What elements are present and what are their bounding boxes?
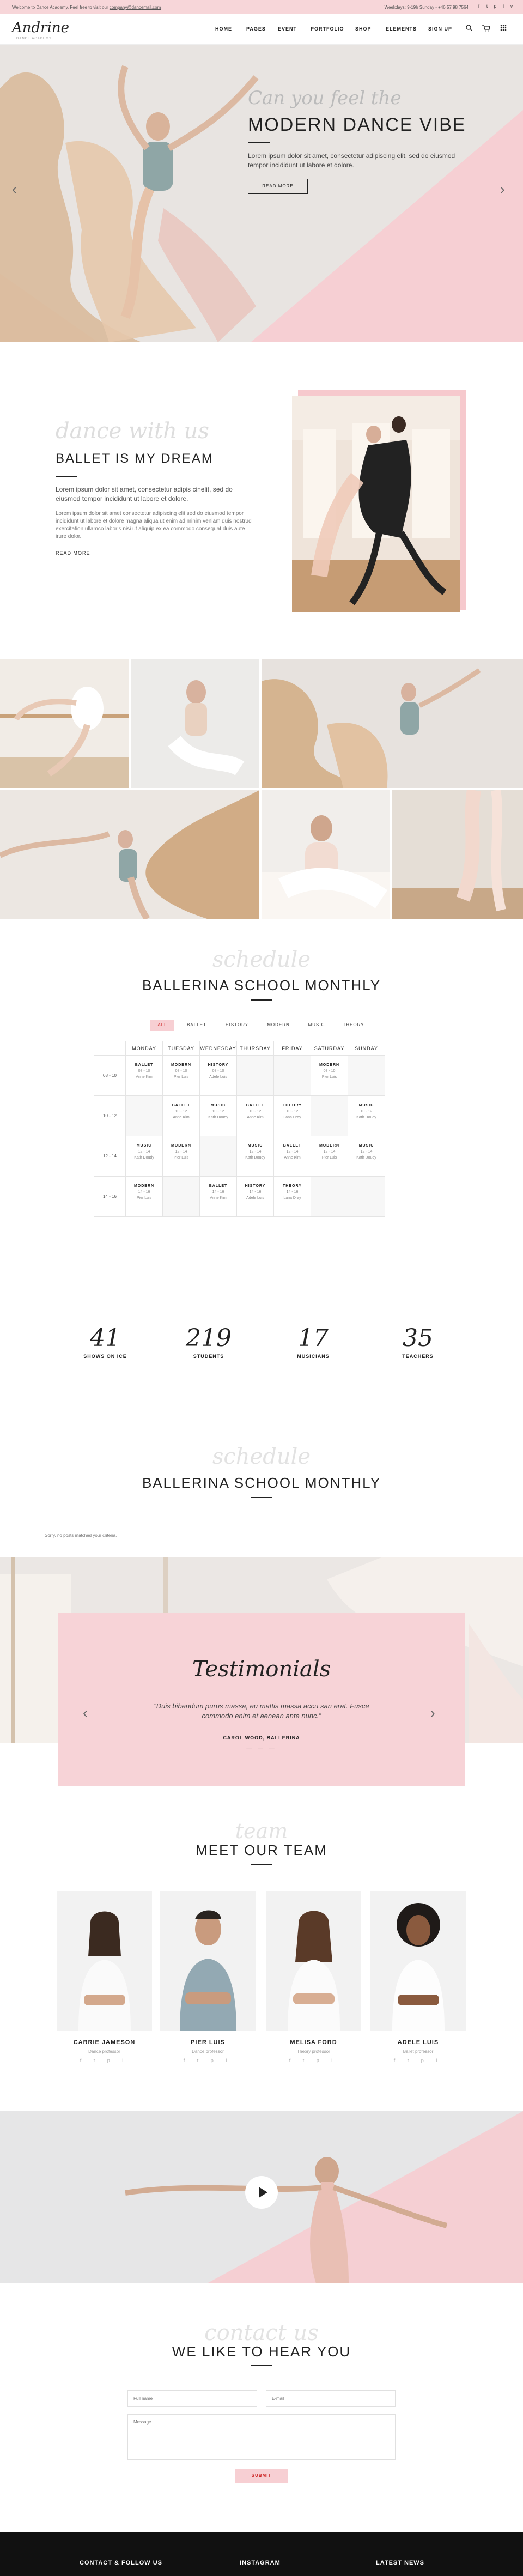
logo[interactable]: Andrine	[12, 20, 70, 36]
cart-icon[interactable]	[481, 24, 491, 34]
gallery-image-1[interactable]	[0, 659, 129, 788]
class-name: HISTORY	[245, 1184, 266, 1188]
gallery-image-4[interactable]	[0, 790, 259, 919]
gallery-image-2[interactable]	[131, 659, 259, 788]
testimonial-prev-arrow[interactable]: ‹	[83, 1705, 88, 1721]
team-member-role: Ballet professor	[403, 2049, 434, 2054]
schedule-cell[interactable]	[126, 1136, 163, 1177]
class-name: MODERN	[171, 1063, 192, 1067]
team-member-name: ADELE LUIS	[397, 2039, 439, 2046]
schedule-cell[interactable]	[311, 1056, 348, 1096]
schedule-cell[interactable]	[237, 1177, 274, 1217]
class-time: 08 - 10	[175, 1069, 187, 1073]
schedule-cell	[237, 1056, 274, 1096]
schedule-cell[interactable]	[200, 1177, 237, 1217]
hero-read-more-button[interactable]: READ MORE	[248, 179, 308, 194]
testimonial-quote: “Duis bibendum purus massa, eu mattis massa accu san erat. Fusce commodo enim et aenean ante nunc.”	[154, 1702, 369, 1720]
hero-text: Lorem ipsum dolor sit amet, consectetur adipiscing elit, sed do eiusmod tempor incididunt ut labore et dolore.	[248, 152, 455, 169]
class-teacher: Kath Doudy	[356, 1156, 376, 1160]
counter-musicians-value: 17	[298, 1324, 329, 1352]
hero-title: MODERN DANCE VIBE	[248, 114, 466, 135]
class-name: MODERN	[319, 1144, 340, 1148]
testimonial-next-arrow[interactable]: ›	[430, 1705, 435, 1721]
class-teacher: Kath Doudy	[356, 1116, 376, 1119]
class-name: THEORY	[283, 1104, 302, 1107]
dream-script-title: dance with us	[56, 419, 209, 444]
schedule-cell[interactable]	[274, 1177, 311, 1217]
class-teacher: Kath Doudy	[134, 1156, 154, 1160]
schedule-day-header: THURSDAY	[237, 1041, 274, 1056]
schedule-cell[interactable]	[163, 1056, 200, 1096]
schedule-cell	[126, 1096, 163, 1136]
topbar-welcome	[12, 5, 161, 10]
schedule-cell[interactable]	[163, 1136, 200, 1177]
schedule-cell[interactable]	[348, 1096, 385, 1136]
email-input[interactable]	[266, 2390, 396, 2407]
dream-small-text: Lorem ipsum dolor sit amet consectetur adipiscing elit sed do eiusmod tempor incididunt ut labore et dolore magna aliqua ut enim ad minim veniam quis nostrud exercitation ullamco laboris nisi ut aliquip ex ea commodo consequat duis aute irure dolor.	[56, 511, 252, 540]
filter-all[interactable]: ALL	[150, 1020, 174, 1031]
class-teacher: Pier Luis	[321, 1075, 337, 1079]
class-teacher: Anne Kim	[247, 1116, 264, 1119]
schedule-time-label: 12 - 14	[94, 1136, 126, 1177]
team-member-social[interactable]: f t p i	[183, 2058, 233, 2063]
contact-script-title: contact us	[204, 2320, 319, 2345]
team-photo-3[interactable]	[266, 1891, 361, 2031]
nav-elements[interactable]: ELEMENTS	[386, 26, 417, 32]
schedule2-empty-note: Sorry, no posts matched your criteria.	[45, 1533, 117, 1538]
topbar-welcome-text: Welcome to Dance Academy. Feel free to visit our	[12, 5, 110, 10]
name-input[interactable]	[127, 2390, 257, 2407]
hero-script-title: Can you feel the	[248, 87, 402, 109]
schedule-time-label: 14 - 16	[94, 1177, 126, 1217]
schedule-time-label: 08 - 10	[94, 1056, 126, 1096]
schedule-cell[interactable]	[348, 1136, 385, 1177]
class-time: 12 - 14	[138, 1150, 150, 1154]
class-name: THEORY	[283, 1184, 302, 1188]
schedule-cell[interactable]	[200, 1056, 237, 1096]
schedule2-script-title: schedule	[212, 1444, 311, 1469]
schedule-cell[interactable]	[237, 1096, 274, 1136]
class-time: 08 - 10	[212, 1069, 224, 1073]
dream-dancers-image	[292, 396, 460, 612]
play-video-button[interactable]	[245, 2176, 278, 2209]
team-title: MEET OUR TEAM	[196, 1842, 327, 1858]
schedule-cell[interactable]	[200, 1096, 237, 1136]
class-time: 12 - 14	[323, 1150, 336, 1154]
submit-button[interactable]: SUBMIT	[235, 2469, 288, 2483]
hero-next-arrow[interactable]: ›	[500, 181, 505, 197]
class-teacher: Anne Kim	[284, 1156, 301, 1160]
class-teacher: Lana Dray	[283, 1116, 301, 1119]
filter-music[interactable]: MUSIC	[308, 1022, 325, 1027]
class-teacher: Pier Luis	[136, 1196, 152, 1200]
nav-pages[interactable]: PAGES	[246, 26, 266, 32]
hero-divider	[248, 142, 270, 143]
schedule-cell	[200, 1136, 237, 1177]
class-teacher: Kath Doudy	[208, 1116, 228, 1119]
filter-history[interactable]: HISTORY	[225, 1022, 249, 1027]
class-time: 10 - 12	[212, 1110, 224, 1113]
footer-instagram-heading: INSTAGRAM	[240, 2560, 281, 2566]
testimonial-box	[58, 1613, 465, 1786]
schedule2-title: BALLERINA SCHOOL MONTHLY	[142, 1475, 381, 1491]
instagram-icon[interactable]: i	[503, 4, 504, 9]
team-member-role: Dance professor	[88, 2049, 120, 2054]
nav-sign-up[interactable]: SIGN UP	[428, 26, 453, 32]
class-name: MUSIC	[210, 1104, 226, 1107]
team-script-title: team	[235, 1819, 288, 1843]
footer-news-heading: LATEST NEWS	[376, 2560, 425, 2566]
class-name: MUSIC	[358, 1144, 374, 1148]
gallery-image-3[interactable]	[262, 659, 523, 788]
class-time: 10 - 12	[286, 1110, 299, 1113]
contact-divider	[251, 2365, 272, 2366]
schedule-divider	[251, 999, 272, 1001]
class-name: BALLET	[246, 1104, 265, 1107]
schedule-cell[interactable]	[274, 1136, 311, 1177]
filter-theory[interactable]: THEORY	[343, 1022, 364, 1027]
class-teacher: Pier Luis	[321, 1156, 337, 1160]
class-name: BALLET	[135, 1063, 154, 1067]
class-time: 08 - 10	[323, 1069, 336, 1073]
class-name: MODERN	[319, 1063, 340, 1067]
counter-teachers-value: 35	[403, 1324, 433, 1352]
counter-shows-value: 41	[90, 1324, 120, 1352]
schedule-cell[interactable]	[126, 1056, 163, 1096]
class-time: 10 - 12	[175, 1110, 187, 1113]
class-time: 10 - 12	[249, 1110, 262, 1113]
team-member-role: Theory professor	[297, 2049, 330, 2054]
class-teacher: Adele Luis	[246, 1196, 264, 1200]
schedule-cell[interactable]	[274, 1096, 311, 1136]
nav-portfolio[interactable]: PORTFOLIO	[311, 26, 344, 32]
filter-modern[interactable]: MODERN	[267, 1022, 290, 1027]
team-member-name: MELISA FORD	[290, 2039, 337, 2046]
class-time: 14 - 16	[249, 1190, 262, 1194]
schedule-cell	[311, 1096, 348, 1136]
team-photo-1[interactable]	[57, 1891, 152, 2031]
schedule-day-header: TUESDAY	[163, 1041, 200, 1056]
class-name: MODERN	[171, 1144, 192, 1148]
class-name: BALLET	[209, 1184, 228, 1188]
nav-home[interactable]: HOME	[215, 26, 232, 32]
class-name: MUSIC	[358, 1104, 374, 1107]
class-time: 12 - 14	[286, 1150, 299, 1154]
schedule-cell	[274, 1056, 311, 1096]
schedule-day-header: SUNDAY	[348, 1041, 385, 1056]
counter-musicians-label: MUSICIANS	[297, 1354, 330, 1359]
schedule-script-title: schedule	[212, 947, 311, 972]
class-teacher: Anne Kim	[136, 1075, 153, 1079]
class-time: 12 - 14	[175, 1150, 187, 1154]
class-teacher: Pier Luis	[173, 1156, 189, 1160]
nav-event[interactable]: EVENT	[278, 26, 297, 32]
filter-ballet[interactable]: BALLET	[187, 1022, 206, 1027]
gallery-image-5[interactable]	[262, 790, 390, 919]
topbar-email-link[interactable]: company@dancemail.com	[109, 5, 161, 10]
schedule-title: BALLERINA SCHOOL MONTHLY	[142, 977, 381, 993]
pinterest-icon[interactable]: p	[494, 4, 497, 9]
menu-icon[interactable]	[498, 24, 508, 34]
dream-text: Lorem ipsum dolor sit amet, consectetur adipis cinelit, sed do eiusmod tempor incididunt ut labore et dolore.	[56, 486, 233, 502]
dream-divider	[56, 476, 77, 477]
team-member-social[interactable]: f t p i	[80, 2058, 129, 2063]
team-member-social[interactable]: f t p i	[393, 2058, 443, 2063]
class-name: MODERN	[133, 1184, 155, 1188]
schedule2-divider	[251, 1497, 272, 1498]
counter-students-label: STUDENTS	[193, 1354, 224, 1359]
class-time: 12 - 14	[249, 1150, 262, 1154]
nav-shop[interactable]: SHOP	[355, 26, 372, 32]
schedule-cell[interactable]	[237, 1136, 274, 1177]
team-divider	[251, 1864, 272, 1865]
counter-teachers-label: TEACHERS	[402, 1354, 434, 1359]
schedule-day-header: WEDNESDAY	[200, 1041, 237, 1056]
vimeo-icon[interactable]: v	[510, 4, 513, 9]
top-bar	[0, 0, 523, 14]
testimonial-pagination[interactable]: — — —	[246, 1746, 277, 1752]
twitter-icon[interactable]: t	[486, 4, 488, 9]
counter-shows-label: SHOWS ON ICE	[83, 1354, 127, 1359]
class-name: MUSIC	[247, 1144, 263, 1148]
schedule-cell[interactable]	[163, 1096, 200, 1136]
message-textarea[interactable]	[127, 2414, 396, 2460]
schedule-table	[94, 1041, 429, 1216]
team-photo-4[interactable]	[370, 1891, 466, 2031]
class-time: 14 - 16	[138, 1190, 150, 1194]
dream-title: BALLET IS MY DREAM	[56, 451, 214, 466]
schedule-cell[interactable]	[311, 1136, 348, 1177]
search-icon[interactable]	[464, 24, 474, 34]
schedule-day-header: MONDAY	[126, 1041, 163, 1056]
team-member-social[interactable]: f t p i	[289, 2058, 338, 2063]
header	[0, 14, 523, 45]
hero-prev-arrow[interactable]: ‹	[12, 181, 17, 197]
schedule-time-label: 10 - 12	[94, 1096, 126, 1136]
team-photo-2[interactable]	[160, 1891, 256, 2031]
class-teacher: Pier Luis	[173, 1075, 189, 1079]
footer-contact-heading: CONTACT & FOLLOW US	[80, 2560, 162, 2566]
schedule-corner-cell	[94, 1041, 126, 1056]
contact-title: WE LIKE TO HEAR YOU	[172, 2343, 351, 2360]
class-time: 10 - 12	[360, 1110, 373, 1113]
class-teacher: Lana Dray	[283, 1196, 301, 1200]
schedule-cell	[163, 1177, 200, 1217]
class-name: HISTORY	[208, 1063, 229, 1067]
class-name: MUSIC	[136, 1144, 152, 1148]
team-member-role: Dance professor	[192, 2049, 224, 2054]
class-teacher: Anne Kim	[210, 1196, 227, 1200]
schedule-day-header: FRIDAY	[274, 1041, 311, 1056]
facebook-icon[interactable]: f	[478, 4, 480, 9]
class-name: BALLET	[283, 1144, 302, 1148]
testimonial-author: CAROL WOOD, BALLERINA	[223, 1735, 300, 1741]
play-icon	[245, 2176, 278, 2209]
class-time: 12 - 14	[360, 1150, 373, 1154]
schedule-cell[interactable]	[126, 1177, 163, 1217]
class-time: 14 - 16	[212, 1190, 224, 1194]
schedule-cell	[311, 1177, 348, 1217]
counter-students-value: 219	[186, 1324, 232, 1352]
schedule-cell	[348, 1056, 385, 1096]
gallery-image-6[interactable]	[392, 790, 523, 919]
team-member-name: PIER LUIS	[191, 2039, 225, 2046]
team-member-name: CARRIE JAMESON	[73, 2039, 136, 2046]
class-teacher: Adele Luis	[209, 1075, 227, 1079]
footer	[0, 2532, 523, 2576]
class-time: 14 - 16	[286, 1190, 299, 1194]
dream-read-more-link[interactable]: READ MORE	[56, 550, 90, 556]
schedule-day-header: SATURDAY	[311, 1041, 348, 1056]
topbar-hours: Weekdays: 9-19h Sunday - +46 57 98 7564	[384, 5, 469, 10]
schedule-cell	[348, 1177, 385, 1217]
testimonial-title: Testimonials	[192, 1657, 331, 1682]
class-teacher: Anne Kim	[173, 1116, 190, 1119]
logo-subtitle: DANCE ACADEMY	[16, 37, 52, 40]
class-name: BALLET	[172, 1104, 191, 1107]
class-time: 08 - 10	[138, 1069, 150, 1073]
class-teacher: Kath Doudy	[245, 1156, 265, 1160]
